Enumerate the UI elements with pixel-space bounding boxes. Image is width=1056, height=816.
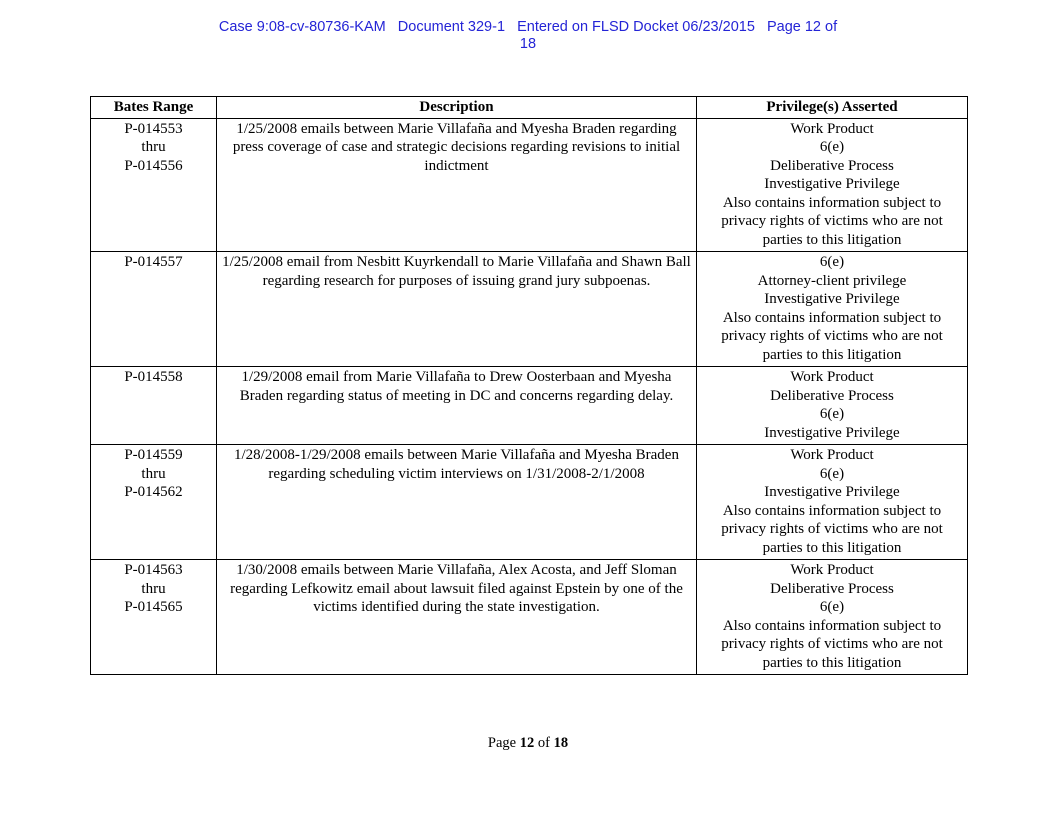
bates-line: P-014558 <box>124 369 183 385</box>
bates-range-cell <box>91 560 217 675</box>
privilege-line: 6(e) <box>819 465 845 482</box>
footer-page-number: 12 <box>519 735 535 751</box>
footer-of: of <box>537 735 550 751</box>
column-header-bates-range: Bates Range <box>91 97 217 119</box>
docket-stamp <box>0 19 1056 52</box>
column-header-description: Description <box>217 97 697 119</box>
privilege-line: Investigative Privilege <box>764 176 900 192</box>
privilege-line: Attorney-client privilege <box>757 272 907 289</box>
table-header-row <box>91 97 968 119</box>
column-header-privileges-asserted: Privilege(s) Asserted <box>697 97 968 119</box>
table-row <box>91 367 968 445</box>
bates-range-cell <box>91 252 217 367</box>
privileges-cell <box>697 445 968 560</box>
bates-line: P-014565 <box>124 599 183 615</box>
privilege-line: Also contains information subject to privacy rights of victims who are not parties to this litigation <box>721 309 943 363</box>
bates-line: P-014556 <box>124 157 183 174</box>
description-cell: 1/30/2008 emails between Marie Villafaña, Alex Acosta, and Jeff Sloman regarding Lefkowitz email about lawsuit filed against Epstein by one of the victims identified during the state investigation. <box>217 560 697 675</box>
table-row <box>91 445 968 560</box>
privilege-line: Also contains information subject to privacy rights of victims who are not parties to this litigation <box>721 194 943 248</box>
bates-range-cell <box>91 118 217 252</box>
privilege-line: Also contains information subject to privacy rights of victims who are not parties to this litigation <box>721 502 943 556</box>
privilege-log-table <box>90 96 968 675</box>
bates-line: P-014557 <box>124 254 183 270</box>
privilege-line: Work Product <box>790 562 874 578</box>
description-cell: 1/25/2008 email from Nesbitt Kuyrkendall to Marie Villafaña and Shawn Ball regarding research for purposes of issuing grand jury subpoenas. <box>217 252 697 367</box>
privilege-line: Deliberative Process <box>770 157 894 174</box>
table-row <box>91 252 968 367</box>
privilege-line: 6(e) <box>819 406 845 422</box>
privileges-cell <box>697 252 968 367</box>
table-row <box>91 560 968 675</box>
privileges-cell <box>697 560 968 675</box>
docket-stamp-line2: 18 <box>519 35 537 52</box>
bates-line: P-014559 <box>124 447 183 463</box>
bates-range-cell <box>91 367 217 445</box>
privilege-line: Work Product <box>790 447 874 463</box>
page-footer <box>0 735 1056 752</box>
privilege-line: 6(e) <box>819 599 845 615</box>
docket-stamp-line1: Case 9:08-cv-80736-KAM Document 329-1 Entered on FLSD Docket 06/23/2015 Page 12 of <box>218 19 838 35</box>
privilege-line: Work Product <box>790 120 874 137</box>
bates-line: P-014553 <box>124 120 183 137</box>
privilege-line: Investigative Privilege <box>764 484 900 500</box>
bates-range-cell <box>91 445 217 560</box>
bates-line: P-014563 <box>124 562 183 578</box>
footer-total-pages: 18 <box>553 735 569 751</box>
privilege-line: Work Product <box>790 369 874 385</box>
privilege-line: Deliberative Process <box>770 387 894 404</box>
privilege-line: 6(e) <box>819 139 845 155</box>
bates-line: thru <box>141 580 166 597</box>
footer-prefix: Page <box>487 735 517 751</box>
bates-line: thru <box>141 139 166 155</box>
description-cell: 1/29/2008 email from Marie Villafaña to Drew Oosterbaan and Myesha Braden regarding status of meeting in DC and concerns regarding delay. <box>217 367 697 445</box>
table-row <box>91 118 968 252</box>
privilege-line: Deliberative Process <box>770 580 894 597</box>
privilege-line: Investigative Privilege <box>764 424 900 441</box>
bates-line: thru <box>141 465 166 482</box>
privilege-line: Also contains information subject to privacy rights of victims who are not parties to this litigation <box>721 617 943 671</box>
privileges-cell <box>697 118 968 252</box>
privilege-line: Investigative Privilege <box>764 291 900 307</box>
bates-line: P-014562 <box>124 484 183 500</box>
description-cell: 1/28/2008-1/29/2008 emails between Marie Villafaña and Myesha Braden regarding scheduling victim interviews on 1/31/2008-2/1/2008 <box>217 445 697 560</box>
privileges-cell <box>697 367 968 445</box>
privilege-line: 6(e) <box>819 254 845 270</box>
description-cell: 1/25/2008 emails between Marie Villafaña and Myesha Braden regarding press coverage of case and strategic decisions regarding revisions to initial indictment <box>217 118 697 252</box>
